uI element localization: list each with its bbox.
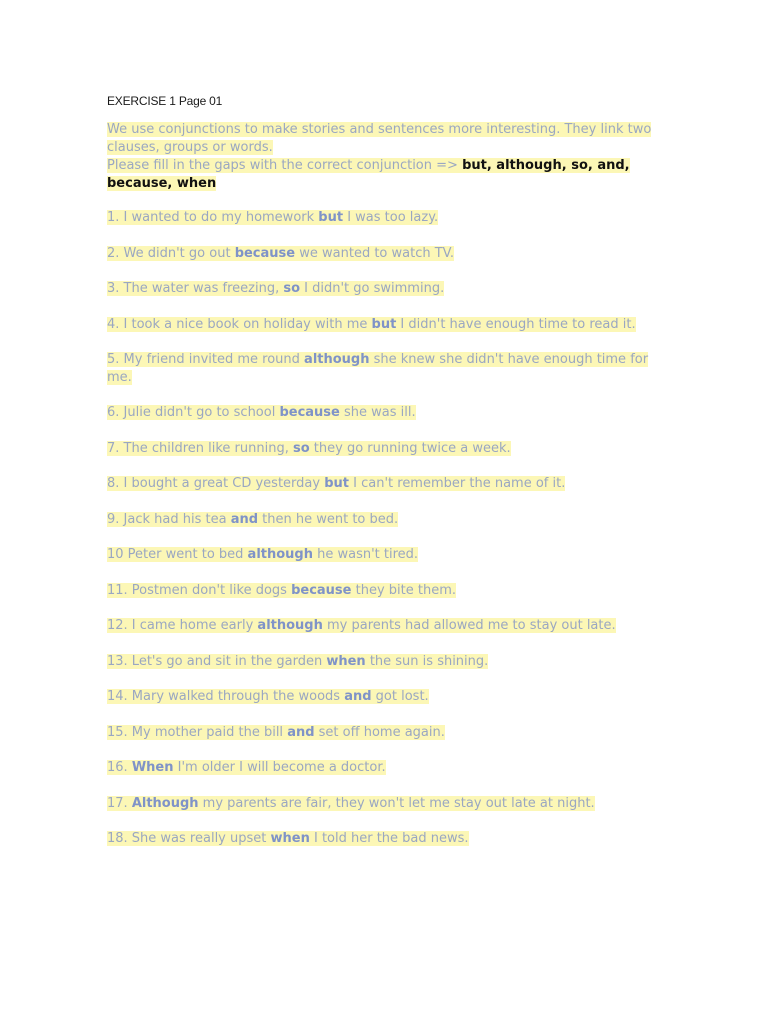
conjunction-answer: because	[234, 245, 296, 261]
exercise-sentence	[107, 476, 565, 491]
exercise-item	[107, 511, 667, 529]
conjunction-answer: so	[283, 281, 301, 296]
exercise-item	[107, 245, 667, 263]
conjunction-answer: so	[293, 440, 310, 456]
exercise-item	[107, 280, 667, 298]
exercise-sentence	[107, 618, 616, 633]
conjunction-list: but, although, so, and, because, when	[107, 158, 630, 191]
sentence-start: 11. Postmen don't like dogs	[107, 582, 292, 598]
sentence-end: I didn't have enough time to read it.	[396, 316, 636, 332]
exercise-sentence	[107, 246, 454, 261]
sentence-start: 15. My mother paid the bill	[107, 724, 288, 740]
sentence-start: 12. I came home early	[107, 618, 258, 633]
exercise-sentence	[107, 583, 456, 598]
sentence-end: I didn't go swimming.	[300, 281, 445, 296]
exercise-sentence	[107, 796, 595, 811]
conjunction-answer: when	[326, 653, 366, 669]
sentence-end: I can't remember the name of it.	[349, 476, 566, 491]
exercise-sentence	[107, 405, 416, 420]
exercise-item	[107, 795, 667, 813]
exercise-item	[107, 316, 667, 334]
conjunction-answer: and	[230, 511, 259, 527]
instructions-text: We use conjunctions to make stories and sentences more interesting. They link two clauses, groups or words.	[107, 122, 652, 155]
conjunction-answer: because	[291, 582, 352, 598]
sentence-end: my parents had allowed me to stay out late.	[322, 618, 616, 633]
sentence-end: then he went to bed.	[258, 511, 399, 527]
sentence-start: 3. The water was freezing,	[107, 281, 284, 296]
conjunction-answer: although	[257, 618, 323, 633]
page-title: EXERCISE 1 Page 01	[107, 94, 223, 108]
exercise-item	[107, 440, 667, 458]
exercise-item	[107, 351, 667, 386]
sentence-start: 5. My friend invited me round	[107, 352, 305, 367]
sentence-end: I was too lazy.	[343, 210, 439, 225]
sentence-end: she knew she didn't have enough time for me.	[107, 352, 649, 385]
exercise-sentence	[107, 831, 469, 846]
conjunction-answer: because	[279, 405, 340, 420]
sentence-start: 4. I took a nice book on holiday with me	[107, 316, 372, 332]
sentence-start: 17.	[107, 795, 132, 811]
instructions	[107, 121, 667, 193]
exercise-item	[107, 724, 667, 742]
sentence-start: 18. She was really upset	[107, 831, 271, 846]
conjunction-answer: and	[344, 689, 372, 704]
exercise-sentence	[107, 281, 444, 296]
exercise-item	[107, 759, 667, 777]
sentence-start: 2. We didn't go out	[107, 245, 235, 261]
conjunction-answer: Although	[131, 795, 199, 811]
sentence-end: I told her the bad news.	[309, 831, 469, 846]
exercise-item	[107, 688, 667, 706]
sentence-start: 8. I bought a great CD yesterday	[107, 476, 325, 491]
exercise-sentence	[107, 760, 386, 775]
exercise-sentence	[107, 725, 445, 740]
conjunction-answer: but	[318, 210, 344, 225]
sentence-end: my parents are fair, they won't let me stay out late at night.	[198, 795, 595, 811]
sentence-end: got lost.	[371, 689, 429, 704]
exercise-sentence	[107, 547, 418, 562]
sentence-start: 1. I wanted to do my homework	[107, 210, 319, 225]
sentence-start: 9. Jack had his tea	[107, 511, 231, 527]
exercise-item	[107, 546, 667, 564]
exercise-page	[107, 93, 667, 866]
sentence-end: set off home again.	[314, 724, 445, 740]
sentence-start: 6. Julie didn't go to school	[107, 405, 280, 420]
exercise-item	[107, 475, 667, 493]
sentence-end: the sun is shining.	[365, 653, 489, 669]
exercise-item	[107, 209, 667, 227]
exercise-sentence	[107, 317, 636, 332]
sentence-start: 16.	[107, 760, 132, 775]
exercise-sentence	[107, 689, 429, 704]
sentence-start: 10 Peter went to bed	[107, 547, 248, 562]
instructions-prompt	[107, 158, 630, 191]
sentence-end: they bite them.	[351, 582, 457, 598]
conjunction-answer: but	[371, 316, 397, 332]
exercise-sentence	[107, 512, 398, 527]
sentence-start: 7. The children like running,	[107, 440, 293, 456]
conjunction-answer: when	[270, 831, 310, 846]
exercise-item	[107, 404, 667, 422]
sentence-start: 14. Mary walked through the woods	[107, 689, 345, 704]
sentence-end: I'm older I will become a doctor.	[173, 760, 386, 775]
sentence-end: she was ill.	[339, 405, 416, 420]
conjunction-answer: although	[304, 352, 370, 367]
sentence-end: we wanted to watch TV.	[295, 245, 455, 261]
exercise-sentence	[107, 210, 438, 225]
exercise-item	[107, 582, 667, 600]
conjunction-answer: When	[131, 760, 174, 775]
conjunction-answer: and	[287, 724, 315, 740]
exercise-sentence	[107, 654, 488, 669]
exercise-item	[107, 653, 667, 671]
instructions-prompt-text: Please fill in the gaps with the correct conjunction =>	[107, 158, 463, 173]
conjunction-answer: but	[324, 476, 349, 491]
conjunction-answer: although	[247, 547, 313, 562]
exercise-sentence	[107, 352, 648, 385]
exercise-list	[107, 209, 667, 848]
sentence-end: they go running twice a week.	[309, 440, 511, 456]
sentence-end: he wasn't tired.	[313, 547, 419, 562]
exercise-item	[107, 617, 667, 635]
exercise-sentence	[107, 441, 511, 456]
exercise-item	[107, 830, 667, 848]
sentence-start: 13. Let's go and sit in the garden	[107, 653, 327, 669]
